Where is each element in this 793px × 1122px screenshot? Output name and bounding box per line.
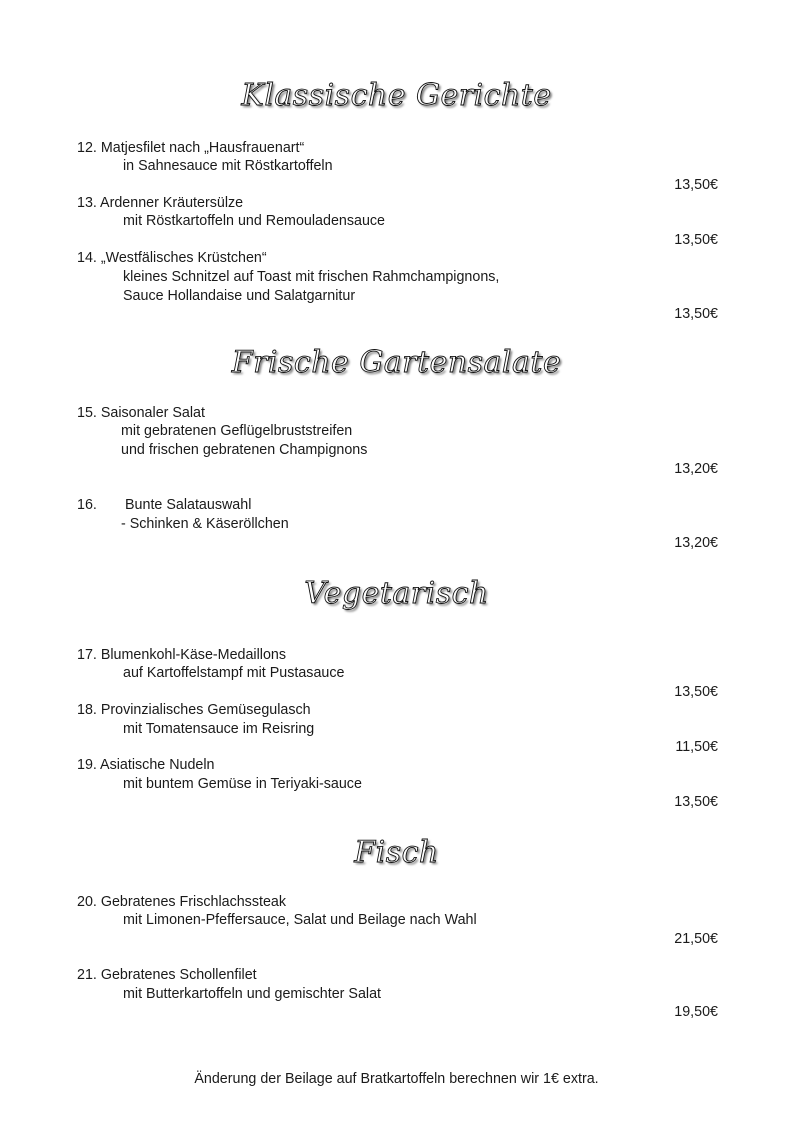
section-heading-frische-gartensalate: Frische Gartensalate xyxy=(231,345,562,380)
menu-item-title: 13. Ardenner Kräutersülze xyxy=(77,195,244,211)
menu-item-title: 21. Gebratenes Schollenfilet xyxy=(77,967,257,983)
menu-item-title: 17. Blumenkohl-Käse-Medaillons xyxy=(77,647,287,663)
menu-item-desc: und frischen gebratenen Champignons xyxy=(121,442,368,458)
section-heading-vegetarisch: Vegetarisch xyxy=(304,576,489,611)
menu-item-price: 13,20€ xyxy=(674,461,718,477)
section-heading-klassische-gerichte: Klassische Gerichte xyxy=(241,78,552,113)
menu-item-desc: mit gebratenen Geflügelbruststreifen xyxy=(121,423,353,439)
menu-item-title: 20. Gebratenes Frischlachssteak xyxy=(77,894,286,910)
menu-item-price: 13,50€ xyxy=(674,306,718,322)
menu-item-price: 13,50€ xyxy=(674,232,718,248)
menu-item-title: Bunte Salatauswahl xyxy=(125,497,252,513)
menu-item-title: 19. Asiatische Nudeln xyxy=(77,757,215,773)
menu-item-desc: mit Röstkartoffeln und Remouladensauce xyxy=(123,213,385,229)
menu-item-price: 13,20€ xyxy=(674,535,718,551)
menu-item-title: 14. „Westfälisches Krüstchen“ xyxy=(77,250,267,266)
menu-item-number: 16. xyxy=(77,497,97,513)
menu-item-desc: Sauce Hollandaise und Salatgarnitur xyxy=(123,288,356,304)
menu-item-desc: kleines Schnitzel auf Toast mit frischen Rahmchampignons, xyxy=(123,269,500,285)
side-dish-note: Änderung der Beilage auf Bratkartoffeln berechnen wir 1€ extra. xyxy=(194,1071,599,1087)
menu-item-title: 18. Provinzialisches Gemüsegulasch xyxy=(77,702,311,718)
menu-item-desc: mit buntem Gemüse in Teriyaki-sauce xyxy=(123,776,362,792)
menu-item-desc: in Sahnesauce mit Röstkartoffeln xyxy=(123,158,333,174)
menu-item-title: 15. Saisonaler Salat xyxy=(77,405,205,421)
menu-item-price: 11,50€ xyxy=(675,739,718,755)
menu-item-price: 19,50€ xyxy=(674,1004,718,1020)
menu-item-desc: mit Limonen-Pfeffersauce, Salat und Beilage nach Wahl xyxy=(123,912,477,928)
menu-item-desc: - Schinken & Käseröllchen xyxy=(121,516,289,532)
menu-item-desc: auf Kartoffelstampf mit Pustasauce xyxy=(123,665,345,681)
menu-item-price: 13,50€ xyxy=(674,684,718,700)
menu-item-price: 13,50€ xyxy=(674,177,718,193)
section-heading-fisch: Fisch xyxy=(354,835,439,870)
menu-item-price: 21,50€ xyxy=(674,931,718,947)
menu-item-price: 13,50€ xyxy=(674,794,718,810)
menu-item-desc: mit Butterkartoffeln und gemischter Salat xyxy=(123,986,382,1002)
menu-item-title: 12. Matjesfilet nach „Hausfrauenart“ xyxy=(77,140,305,156)
menu-item-desc: mit Tomatensauce im Reisring xyxy=(123,721,315,737)
